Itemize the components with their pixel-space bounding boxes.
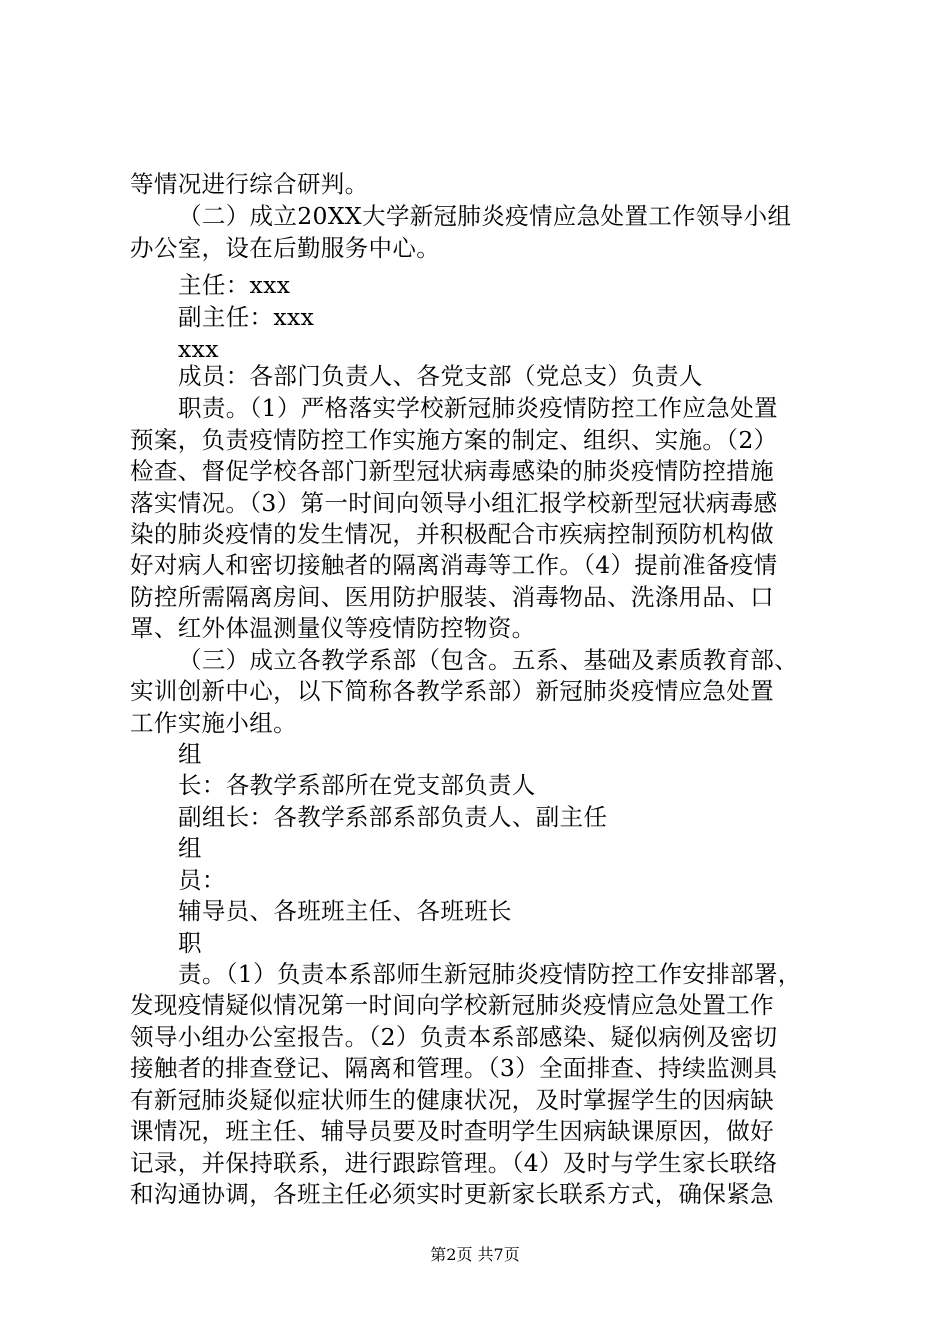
text-line: 组 [178,834,202,862]
text-line: 接触者的排查登记、隔离和管理。（3）全面排查、持续监测具 [130,1054,778,1082]
text-line: 长：各教学系部所在党支部负责人 [178,771,536,799]
text-line: 染的肺炎疫情的发生情况，并积极配合市疾病控制预防机构做 [130,520,774,548]
text-line: 落实情况。（3）第一时间向领导小组汇报学校新型冠状病毒感 [130,489,778,517]
text-line: 工作实施小组。 [130,709,297,737]
text-line: 员： [178,866,226,894]
text-line: 预案，负责疫情防控工作实施方案的制定、组织、实施。（2） [130,426,778,454]
text-line: 副主任：xxx [178,303,315,331]
text-line: 辅导员、各班班主任、各班班长 [178,897,512,925]
text-line: 罩、红外体温测量仪等疫情防控物资。 [130,614,536,642]
text-line: 副组长：各教学系部系部负责人、副主任 [178,803,608,831]
text-line: 实训创新中心，以下简称各教学系部）新冠肺炎疫情应急处置 [130,677,774,705]
text-line: 课情况，班主任、辅导员要及时查明学生因病缺课原因，做好 [130,1117,774,1145]
text-line: 等情况进行综合研判。 [130,170,369,198]
text-line: 职责。（1）严格落实学校新冠肺炎疫情防控工作应急处置 [178,394,778,422]
text-line: 有新冠肺炎疑似症状师生的健康状况，及时掌握学生的因病缺 [130,1086,774,1114]
text-line: （二）成立20XX大学新冠肺炎疫情应急处置工作领导小组 [178,202,792,230]
text-line: 成员：各部门负责人、各党支部（党总支）负责人 [178,362,703,390]
text-line: 好对病人和密切接触者的隔离消毒等工作。（4）提前准备疫情 [130,551,778,579]
text-line: 和沟通协调，各班主任必须实时更新家长联系方式，确保紧急 [130,1180,774,1208]
text-line: 主任：xxx [178,271,291,299]
text-line: 检查、督促学校各部门新型冠状病毒感染的肺炎疫情防控措施 [130,457,774,485]
text-line: 防控所需隔离房间、医用防护服装、消毒物品、洗涤用品、口 [130,583,774,611]
text-line: 办公室，设在后勤服务中心。 [130,234,441,262]
text-line: 发现疫情疑似情况第一时间向学校新冠肺炎疫情应急处置工作 [130,991,774,1019]
page-number: 第2页 共7页 [430,1245,520,1264]
text-line: 组 [178,740,202,768]
text-line: 责。（1）负责本系部师生新冠肺炎疫情防控工作安排部署， [178,960,802,988]
text-line: 职 [178,929,202,957]
text-line: 领导小组办公室报告。（2）负责本系部感染、疑似病例及密切 [130,1023,778,1051]
text-line: 记录，并保持联系，进行跟踪管理。（4）及时与学生家长联络 [130,1149,778,1177]
text-line: （三）成立各教学系部（包含。五系、基础及素质教育部、 [178,646,799,674]
text-line: xxx [178,335,219,363]
